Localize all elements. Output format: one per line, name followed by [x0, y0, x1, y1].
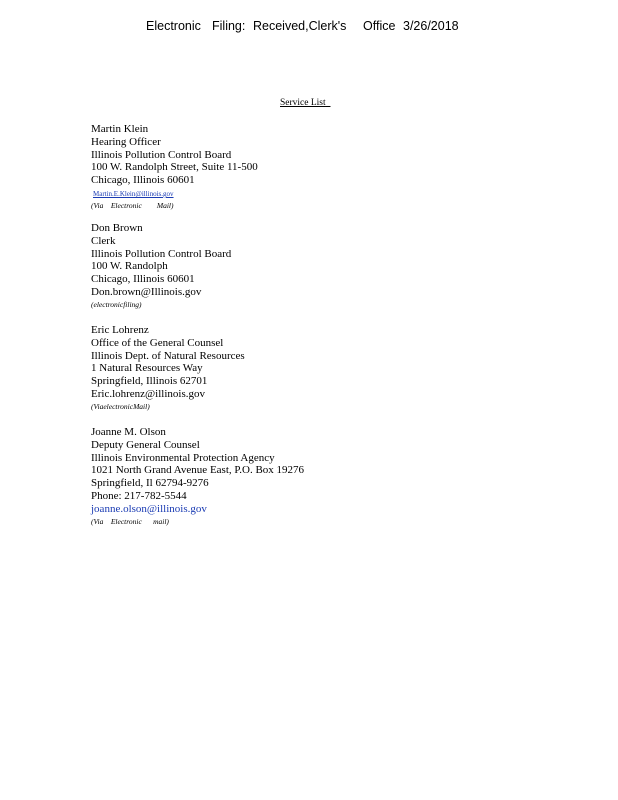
entry-address: 100 W. Randolph Street, Suite 11-500 — [91, 161, 258, 174]
entry-city: Springfield, Illinois 62701 — [91, 375, 208, 388]
entry-city: Chicago, Illinois 60601 — [91, 174, 195, 187]
entry-email-link[interactable]: joanne.olson@illinois.gov — [91, 502, 207, 515]
header-electronic: Electronic — [146, 19, 201, 33]
entry-title: Hearing Officer — [91, 135, 161, 148]
entry-organization: Illinois Dept. of Natural Resources — [91, 349, 245, 362]
header-office: Office — [363, 19, 396, 33]
entry-address: 1021 North Grand Avenue East, P.O. Box 19276 — [91, 464, 305, 477]
entry-city: Springfield, Il 62794-9276 — [91, 477, 209, 490]
entry-title: Deputy General Counsel — [91, 438, 200, 451]
entry-title: Clerk — [91, 234, 116, 247]
entry-email-link[interactable]: Martin.E.Klein@illinois.gov — [93, 189, 174, 198]
entry-organization: Illinois Environmental Protection Agency — [91, 451, 275, 464]
service-entry — [91, 324, 245, 412]
entry-delivery-note: (Via Electronic Mail) — [91, 200, 174, 210]
entry-organization: Illinois Pollution Control Board — [91, 247, 232, 260]
entry-delivery-note: (electronicfiling) — [91, 299, 142, 309]
entry-delivery-note: (Via Electronic mail) — [91, 516, 169, 526]
entry-name: Don Brown — [91, 222, 143, 234]
entry-name: Martin Klein — [91, 123, 149, 135]
header-filing: Filing: — [212, 19, 246, 33]
entry-phone: Phone: 217-782-5544 — [91, 489, 187, 502]
entry-address: 100 W. Randolph — [91, 260, 168, 273]
entry-delivery-note: (ViaelectronicMail) — [91, 401, 150, 411]
header-received: Received,Clerk's — [253, 19, 347, 33]
entry-name: Joanne M. Olson — [91, 426, 166, 438]
entry-organization: Illinois Pollution Control Board — [91, 148, 232, 161]
entry-name: Eric Lohrenz — [91, 324, 149, 336]
entry-title: Office of the General Counsel — [91, 336, 224, 349]
entry-email[interactable]: Eric.lohrenz@illinois.gov — [91, 387, 205, 400]
page-title: Service List — [280, 98, 326, 108]
service-entry — [91, 123, 258, 211]
entry-email[interactable]: Don.brown@Illinois.gov — [91, 285, 202, 298]
entry-address: 1 Natural Resources Way — [91, 362, 203, 375]
service-entry — [91, 426, 304, 527]
service-entry — [91, 222, 231, 310]
header-date: 3/26/2018 — [403, 19, 459, 33]
entry-city: Chicago, Illinois 60601 — [91, 273, 195, 286]
